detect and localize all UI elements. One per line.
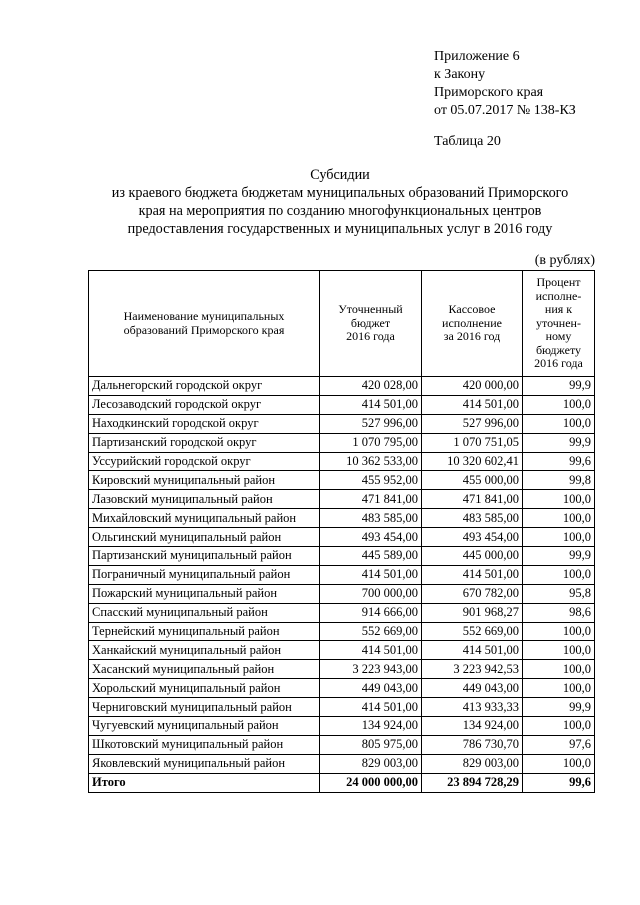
row-percent: 99,9 <box>523 377 595 396</box>
row-cash: 483 585,00 <box>422 509 523 528</box>
table-row <box>89 622 595 641</box>
row-percent: 100,0 <box>523 490 595 509</box>
row-percent: 100,0 <box>523 641 595 660</box>
row-budget: 420 028,00 <box>320 377 422 396</box>
row-percent: 100,0 <box>523 509 595 528</box>
table-row <box>89 698 595 717</box>
row-name: Пограничный муниципальный район <box>89 565 320 584</box>
row-percent: 100,0 <box>523 565 595 584</box>
table-row <box>89 471 595 490</box>
row-budget: 914 666,00 <box>320 603 422 622</box>
row-name: Дальнегорский городской округ <box>89 377 320 396</box>
row-name: Уссурийский городской округ <box>89 452 320 471</box>
row-percent: 99,6 <box>523 452 595 471</box>
row-percent: 100,0 <box>523 414 595 433</box>
row-budget: 455 952,00 <box>320 471 422 490</box>
table-row <box>89 377 595 396</box>
row-cash: 786 730,70 <box>422 735 523 754</box>
row-name: Лазовский муниципальный район <box>89 490 320 509</box>
row-name: Ханкайский муниципальный район <box>89 641 320 660</box>
row-name: Тернейский муниципальный район <box>89 622 320 641</box>
header-budget: Уточненный бюджет 2016 года <box>320 271 422 377</box>
table-row <box>89 603 595 622</box>
row-cash: 413 933,33 <box>422 698 523 717</box>
table-row <box>89 414 595 433</box>
table-number: Таблица 20 <box>434 134 501 149</box>
row-name: Шкотовский муниципальный район <box>89 735 320 754</box>
row-budget: 700 000,00 <box>320 584 422 603</box>
row-percent: 99,9 <box>523 547 595 566</box>
row-name: Хасанский муниципальный район <box>89 660 320 679</box>
row-budget: 414 501,00 <box>320 698 422 717</box>
row-percent: 100,0 <box>523 528 595 547</box>
row-percent: 98,6 <box>523 603 595 622</box>
row-cash: 455 000,00 <box>422 471 523 490</box>
row-cash: 3 223 942,53 <box>422 660 523 679</box>
row-name: Хорольский муниципальный район <box>89 679 320 698</box>
total-budget: 24 000 000,00 <box>320 773 422 792</box>
row-budget: 134 924,00 <box>320 717 422 736</box>
row-percent: 100,0 <box>523 679 595 698</box>
document-title <box>80 166 600 238</box>
row-percent: 99,9 <box>523 698 595 717</box>
row-budget: 414 501,00 <box>320 395 422 414</box>
row-name: Чугуевский муниципальный район <box>89 717 320 736</box>
table-row <box>89 395 595 414</box>
appendix-line: от 05.07.2017 № 138-КЗ <box>434 103 576 118</box>
header-name: Наименование муниципальных образований Приморского края <box>89 271 320 377</box>
table-row <box>89 490 595 509</box>
table-row <box>89 452 595 471</box>
row-percent: 100,0 <box>523 717 595 736</box>
row-budget: 414 501,00 <box>320 641 422 660</box>
row-name: Пожарский муниципальный район <box>89 584 320 603</box>
row-name: Находкинский городской округ <box>89 414 320 433</box>
row-cash: 414 501,00 <box>422 395 523 414</box>
table-row <box>89 754 595 773</box>
row-cash: 829 003,00 <box>422 754 523 773</box>
row-budget: 829 003,00 <box>320 754 422 773</box>
row-cash: 420 000,00 <box>422 377 523 396</box>
row-name: Партизанский муниципальный район <box>89 547 320 566</box>
total-percent: 99,6 <box>523 773 595 792</box>
row-percent: 100,0 <box>523 395 595 414</box>
total-cash: 23 894 728,29 <box>422 773 523 792</box>
row-budget: 552 669,00 <box>320 622 422 641</box>
row-cash: 552 669,00 <box>422 622 523 641</box>
row-percent: 100,0 <box>523 660 595 679</box>
row-cash: 527 996,00 <box>422 414 523 433</box>
title-line: Субсидии <box>310 167 370 183</box>
table-row <box>89 584 595 603</box>
row-budget: 414 501,00 <box>320 565 422 584</box>
title-line: предоставления государственных и муниципальных услуг в 2016 году <box>127 221 553 237</box>
appendix-block <box>434 48 576 120</box>
row-cash: 493 454,00 <box>422 528 523 547</box>
table-row <box>89 509 595 528</box>
row-name: Михайловский муниципальный район <box>89 509 320 528</box>
appendix-line: Приложение 6 <box>434 49 520 64</box>
row-cash: 670 782,00 <box>422 584 523 603</box>
table-row <box>89 547 595 566</box>
row-percent: 97,6 <box>523 735 595 754</box>
row-name: Партизанский городской округ <box>89 433 320 452</box>
row-budget: 493 454,00 <box>320 528 422 547</box>
row-cash: 10 320 602,41 <box>422 452 523 471</box>
table-row <box>89 528 595 547</box>
row-budget: 805 975,00 <box>320 735 422 754</box>
row-cash: 471 841,00 <box>422 490 523 509</box>
row-name: Черниговский муниципальный район <box>89 698 320 717</box>
row-cash: 414 501,00 <box>422 641 523 660</box>
row-budget: 527 996,00 <box>320 414 422 433</box>
row-name: Лесозаводский городской округ <box>89 395 320 414</box>
table-row <box>89 679 595 698</box>
total-row <box>89 773 595 792</box>
appendix-line: к Закону <box>434 67 486 82</box>
row-name: Ольгинский муниципальный район <box>89 528 320 547</box>
row-cash: 901 968,27 <box>422 603 523 622</box>
table-header-row <box>89 271 595 377</box>
appendix-line: Приморского края <box>434 85 544 100</box>
row-percent: 99,9 <box>523 433 595 452</box>
row-cash: 445 000,00 <box>422 547 523 566</box>
row-percent: 100,0 <box>523 622 595 641</box>
units-label: (в рублях) <box>534 253 595 268</box>
row-budget: 449 043,00 <box>320 679 422 698</box>
table-row <box>89 641 595 660</box>
row-budget: 445 589,00 <box>320 547 422 566</box>
table-row <box>89 735 595 754</box>
row-percent: 95,8 <box>523 584 595 603</box>
table-row <box>89 565 595 584</box>
header-percent: Процент исполне- ния к уточнен- ному бюджету 2016 года <box>523 271 595 377</box>
row-budget: 471 841,00 <box>320 490 422 509</box>
table-row <box>89 433 595 452</box>
row-budget: 483 585,00 <box>320 509 422 528</box>
header-cash: Кассовое исполнение за 2016 год <box>422 271 523 377</box>
row-name: Кировский муниципальный район <box>89 471 320 490</box>
total-name: Итого <box>89 773 320 792</box>
row-name: Спасский муниципальный район <box>89 603 320 622</box>
row-percent: 99,8 <box>523 471 595 490</box>
row-percent: 100,0 <box>523 754 595 773</box>
row-name: Яковлевский муниципальный район <box>89 754 320 773</box>
row-budget: 3 223 943,00 <box>320 660 422 679</box>
row-budget: 10 362 533,00 <box>320 452 422 471</box>
row-cash: 449 043,00 <box>422 679 523 698</box>
row-budget: 1 070 795,00 <box>320 433 422 452</box>
title-line: из краевого бюджета бюджетам муниципальных образований Приморского <box>111 185 569 201</box>
table-row <box>89 717 595 736</box>
row-cash: 134 924,00 <box>422 717 523 736</box>
title-line: края на мероприятия по созданию многофункциональных центров <box>138 203 542 219</box>
subsidies-table <box>88 270 595 793</box>
table-row <box>89 660 595 679</box>
row-cash: 1 070 751,05 <box>422 433 523 452</box>
row-cash: 414 501,00 <box>422 565 523 584</box>
